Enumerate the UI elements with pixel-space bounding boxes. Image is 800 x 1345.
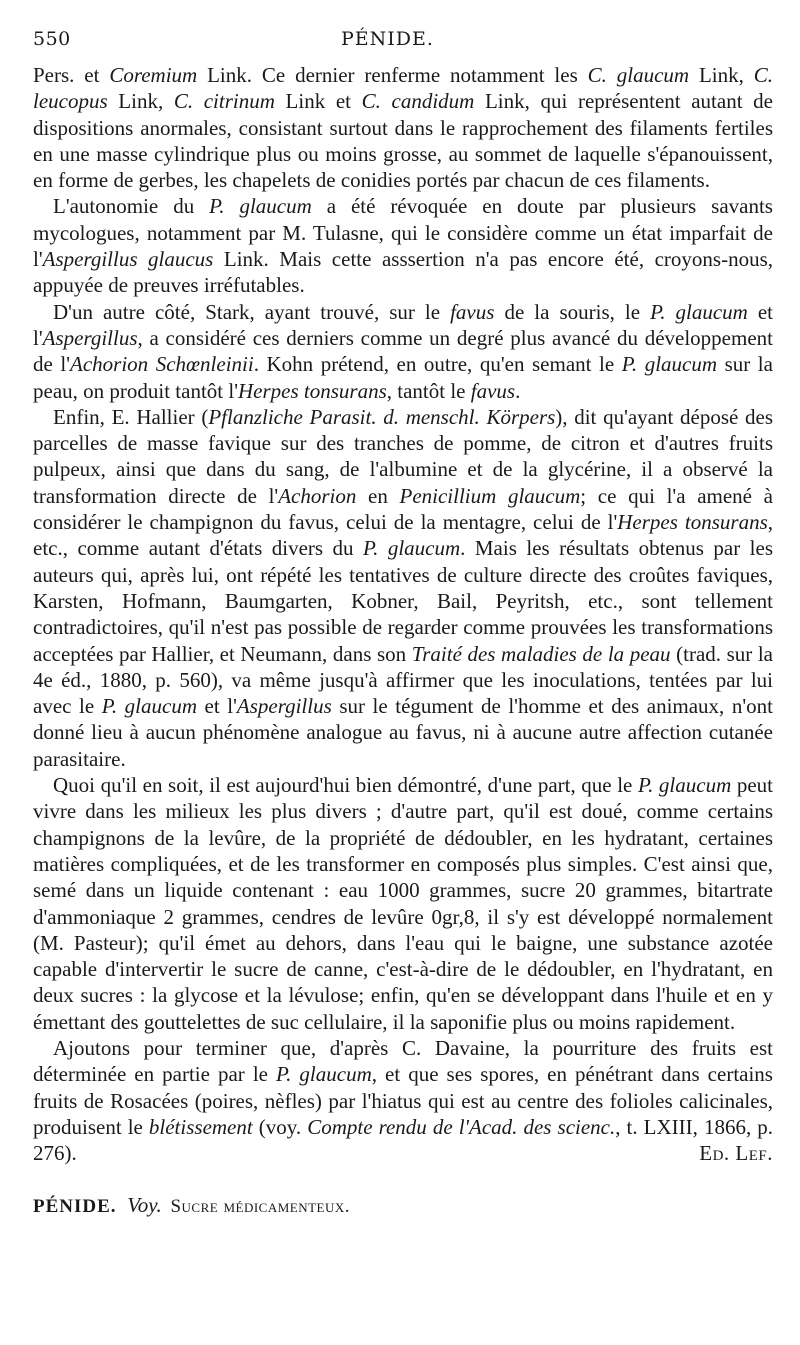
- italic-term: Compte rendu de l'Acad. des scienc.: [307, 1114, 616, 1139]
- italic-term: P. glaucum: [101, 694, 197, 719]
- crossref-headword: PÉNIDE.: [33, 1196, 117, 1218]
- italic-term: Aspergillus: [236, 694, 332, 719]
- text-run: (voy.: [252, 1114, 308, 1139]
- italic-term: Achorion: [278, 483, 357, 508]
- text-run: Link,: [689, 63, 754, 87]
- text-run: ; ce qui l'a amené à considérer le champignon du favus, celui de la mentagre, celui de l': [33, 483, 773, 535]
- text-run: Link, qui représentent autant de dispositions anormales, consistant surtout dans le rapprochement des filaments fertiles en une masse cylindrique plus ou moins grosse, au sommet de laquelle s'épanouissent, en forme de gerbes, les chapelets de conidies portés par chacun de ces filaments.: [33, 89, 773, 193]
- cross-reference-entry: [33, 1193, 773, 1218]
- italic-term: favus: [470, 378, 516, 403]
- italic-term: Achorion Schœnleinii: [70, 352, 254, 377]
- text-run: .: [515, 378, 521, 403]
- author-signature: Ed. Lef.: [699, 1141, 773, 1166]
- text-run: , a considéré ces derniers comme un degré plus avancé du développement de l': [33, 325, 773, 377]
- text-run: Pers. et: [33, 63, 110, 87]
- page-number: 550: [33, 28, 71, 50]
- text-run: (trad. sur la 4e éd., 1880, p. 560), va même jusqu'à affirmer que les inoculations, tentées par lui avec le: [33, 641, 773, 719]
- text-run: Link. Ce dernier renferme notamment les: [197, 63, 588, 87]
- text-run: ), dit qu'ayant déposé des parcelles de masse favique sur des tranches de pomme, de citron et d'autres fruits pulpeux, ainsi que dans du sang, de l'albumine et de la glycérine, il a observé la transformation directe de l': [33, 404, 774, 508]
- crossref-voy: Voy.: [127, 1193, 162, 1218]
- italic-term: P. glaucum: [209, 194, 312, 219]
- text-run: en: [356, 483, 400, 508]
- text-run: L'autonomie du: [53, 194, 210, 219]
- text-run: D'un autre côté, Stark, ayant trouvé, sur le: [53, 299, 451, 324]
- italic-term: C. glaucum: [587, 63, 690, 87]
- article-body: [33, 62, 773, 1166]
- italic-term: blétissement: [148, 1114, 253, 1139]
- italic-term: Aspergillus glaucus: [42, 247, 214, 272]
- italic-term: Penicillium glaucum: [399, 483, 581, 508]
- text-run: . Kohn prétend, en outre, qu'en semant le: [253, 352, 622, 377]
- italic-term: Herpes tonsurans: [617, 510, 768, 535]
- italic-term: P. glaucum: [650, 299, 748, 324]
- italic-term: P. glaucum: [637, 773, 732, 798]
- text-run: Quoi qu'il en soit, il est aujourd'hui bien démontré, d'une part, que le: [53, 773, 638, 798]
- text-run: , etc., comme autant d'états divers du: [33, 510, 773, 561]
- body-paragraph: [33, 1035, 773, 1166]
- text-run: Ajoutons pour terminer que, d'après C. Davaine, la pourriture des fruits est déterminée en partie par le: [33, 1035, 773, 1087]
- page-header: [33, 28, 773, 62]
- text-run: , et que ses spores, en pénétrant dans certains fruits de Rosacées (poires, nèfles) par l'hiatus qui est au centre des folioles calicinales, produisent le: [33, 1062, 773, 1139]
- italic-term: Herpes tonsurans: [238, 378, 387, 403]
- text-run: Enfin, E. Hallier (: [53, 404, 209, 429]
- text-run: et l': [196, 694, 237, 719]
- italic-term: Aspergillus: [42, 325, 138, 350]
- text-run: , t. LXIII, 1866, p. 276).: [33, 1114, 773, 1166]
- text-run: peut vivre dans les milieux les plus divers ; d'autre part, qu'il est doué, comme certains champignons de la levûre, de la propriété de dédoubler, en les hydratant, certaines matières compliquées, et de les transformer en composés plus simples. C'est ainsi que, semé dans un liquide contenant : eau 1000 grammes, sucre 20 grammes, bitartrate d'ammoniaque 2 grammes, cendres de levûre 0gr,8, il s'y est développé normalement (M. Pasteur); qu'il émet au dehors, dans l'eau qui le baigne, une substance azotée capable d'intervertir le sucre de canne, c'est-à-dire de le dédoubler, en l'hydratant, en deux sucres : la glycose et la lévulose; enfin, qu'en se développant dans l'huile et en y émettant des gouttelettes de suc cellulaire, il la saponifie plus ou moins rapidement.: [33, 773, 773, 1034]
- italic-term: Traité des maladies de la peau: [411, 641, 671, 666]
- text-run: sur la peau, on produit tantôt l': [33, 352, 773, 403]
- running-head: PÉNIDE.: [341, 28, 434, 50]
- italic-term: C. citrinum: [173, 89, 275, 114]
- crossref-target: Sucre médicamenteux.: [170, 1196, 351, 1218]
- text-run: a été révoquée en doute par plusieurs savants mycologues, notamment par M. Tulasne, qui le considère comme un état imparfait de l': [33, 194, 773, 272]
- text-run: de la souris, le: [494, 299, 651, 324]
- body-paragraph: [33, 193, 773, 298]
- italic-term: P. glaucum: [363, 536, 461, 561]
- body-paragraph: [33, 404, 773, 772]
- text-run: et l': [33, 299, 773, 350]
- document-page: [33, 28, 773, 1218]
- italic-term: P. glaucum: [621, 352, 718, 377]
- body-paragraph: [33, 772, 773, 1035]
- text-run: Link,: [107, 89, 174, 114]
- italic-term: C. candidum: [361, 89, 475, 114]
- body-paragraph: [33, 299, 773, 404]
- italic-term: Pflanzliche Parasit. d. menschl. Körpers: [208, 404, 556, 429]
- text-run: sur le tégument de l'homme et des animaux, n'ont donné lieu à aucun phénomène analogue au favus, ni à aucune autre affection cutanée parasitaire.: [33, 694, 773, 771]
- italic-term: C. leucopus: [33, 63, 774, 114]
- italic-term: favus: [450, 299, 495, 324]
- italic-term: P. glaucum: [276, 1062, 372, 1087]
- text-run: . Mais les résultats obtenus par les auteurs qui, après lui, ont répété les tentatives de culture directe des croûtes faviques, Karsten, Hofmann, Baumgarten, Kobner, Bail, Peyritsh, etc., sont tellement contradictoires, qu'il n'est pas possible de regarder comme prouvées les transformations acceptées par Hallier, et Neumann, dans son: [33, 536, 774, 666]
- body-paragraph: [33, 62, 773, 193]
- text-run: Link. Mais cette asssertion n'a pas encore été, croyons-nous, appuyée de preuves irréfutables.: [33, 247, 774, 298]
- text-run: Link et: [274, 89, 362, 114]
- text-run: , tantôt le: [386, 378, 471, 403]
- italic-term: Coremium: [109, 63, 198, 87]
